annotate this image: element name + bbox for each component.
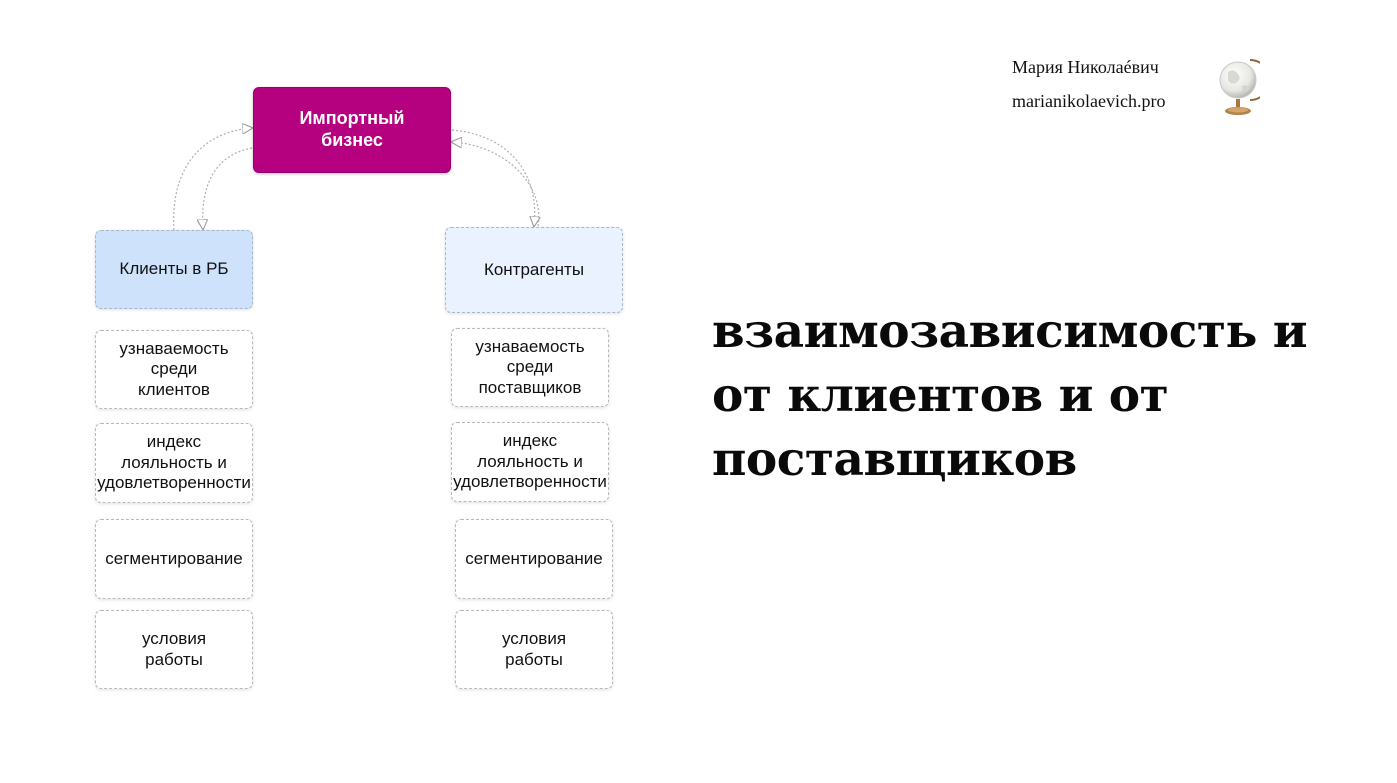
globe-icon <box>1214 52 1260 118</box>
slide-headline: взаимозависимость и от клиентов и от поставщиков <box>712 304 1308 487</box>
root-node-label: Импортный бизнес <box>299 108 405 150</box>
branch-node-counterparties[interactable] <box>445 227 623 313</box>
leaf-node[interactable] <box>455 610 613 689</box>
leaf-node-label: индекс лояльность и удовлетворенности <box>97 432 251 493</box>
leaf-node-label: сегментирование <box>465 548 603 568</box>
leaf-node[interactable] <box>95 610 253 689</box>
root-node-import-business[interactable] <box>253 87 451 173</box>
leaf-node[interactable] <box>95 519 253 599</box>
leaf-node-label: условия работы <box>501 629 567 669</box>
leaf-node-label: узнаваемость среди клиентов <box>119 338 229 399</box>
leaf-node[interactable] <box>95 423 253 503</box>
leaf-node[interactable] <box>451 328 609 407</box>
leaf-node-label: сегментирование <box>105 548 243 568</box>
leaf-node-label: условия работы <box>141 629 207 669</box>
leaf-node[interactable] <box>95 330 253 409</box>
leaf-node[interactable] <box>451 422 609 502</box>
author-website[interactable]: marianikolaevich.pro <box>1012 91 1166 111</box>
leaf-node[interactable] <box>455 519 613 599</box>
leaf-node-label: узнаваемость среди поставщиков <box>475 336 585 397</box>
branch-node-label: Контрагенты <box>483 259 585 279</box>
branch-node-label: Клиенты в РБ <box>119 259 229 279</box>
branch-node-clients[interactable] <box>95 230 253 309</box>
author-name: Мария Николаéвич <box>1012 57 1159 77</box>
leaf-node-label: индекс лояльность и удовлетворенности <box>453 431 607 492</box>
